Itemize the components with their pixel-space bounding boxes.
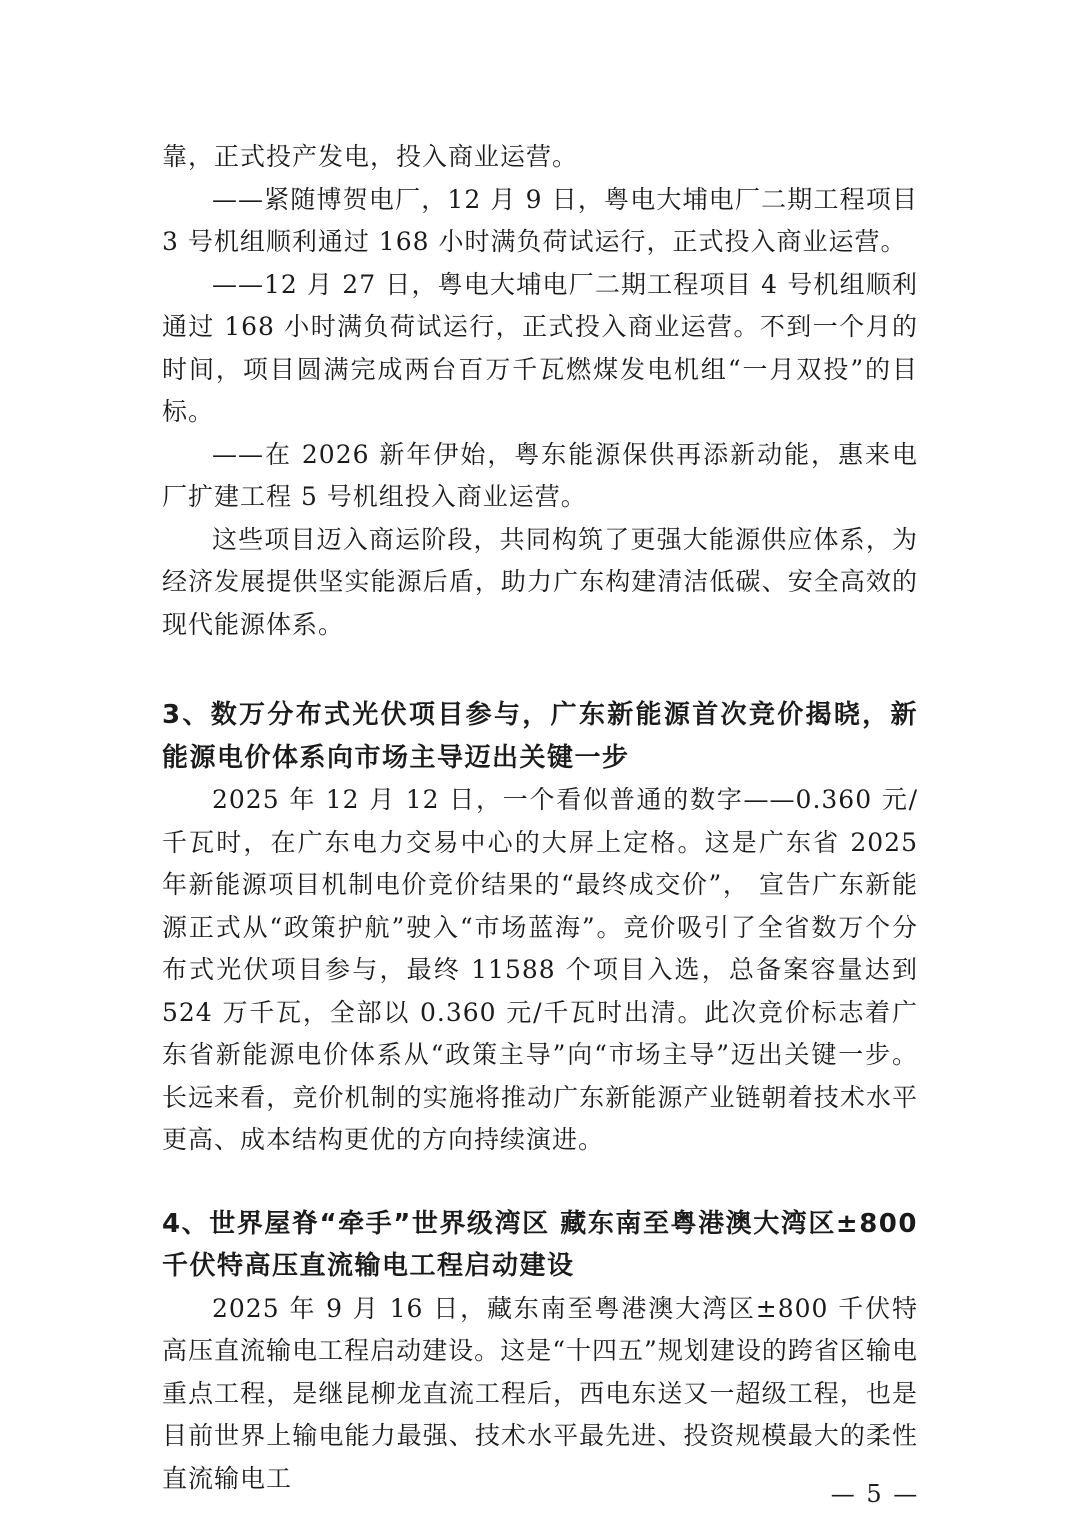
section-3-heading: 3、数万分布式光伏项目参与，广东新能源首次竞价揭晓，新能源电价体系向市场主导迈出关键一步 xyxy=(162,700,918,773)
paragraph-dapu-unit-4: ——12 月 27 日，粤电大埔电厂二期工程项目 4 号机组顺利通过 168 小时满负荷试运行，正式投入商业运营。不到一个月的时间，项目圆满完成两台百万千瓦燃煤发电机组“一月双投”的目标。 xyxy=(162,269,918,426)
paragraph-continuation: 靠，正式投产发电，投入商业运营。 xyxy=(162,142,579,171)
paragraph-huilai-unit-5: ——在 2026 新年伊始，粤东能源保供再添新动能，惠来电厂扩建工程 5 号机组投入商业运营。 xyxy=(162,439,918,511)
page-number: — 5 — xyxy=(830,1480,920,1508)
paragraph-summary: 这些项目迈入商运阶段，共同构筑了更强大能源供应体系，为经济发展提供坚实能源后盾，助力广东构建清洁低碳、安全高效的现代能源体系。 xyxy=(162,524,918,639)
section-4-heading: 4、世界屋脊“牵手”世界级湾区 藏东南至粤港澳大湾区±800 千伏特高压直流输电工程启动建设 xyxy=(162,1208,918,1281)
page-content xyxy=(162,136,918,1500)
section-4-body: 2025 年 9 月 16 日，藏东南至粤港澳大湾区±800 千伏特高压直流输电工程启动建设。这是“十四五”规划建设的跨省区输电重点工程，是继昆柳龙直流工程后，西电东送又一超级工程，也是目前世界上输电能力最强、技术水平最先进、投资规模最大的柔性直流输电工 xyxy=(162,1293,918,1493)
paragraph-dapu-unit-3: ——紧随博贺电厂，12 月 9 日，粤电大埔电厂二期工程项目 3 号机组顺利通过 168 小时满负荷试运行，正式投入商业运营。 xyxy=(162,184,918,256)
section-spacer xyxy=(162,1162,918,1203)
section-spacer xyxy=(162,646,918,694)
section-3-body: 2025 年 12 月 12 日，一个看似普通的数字——0.360 元/千瓦时，在广东电力交易中心的大屏上定格。这是广东省 2025 年新能源项目机制电价竞价结果的“最终成交价”， 宣告广东新能源正式从“政策护航”驶入“市场蓝海”。竞价吸引了全省数万个分布式光伏项目参与，最终 11588 个项目入选，总备案容量达到 524 万千瓦，全部以 0.360 元/千瓦时出清。此次竞价标志着广东省新能源电价体系从“政策主导”向“市场主导”迈出关键一步。长远来看，竞价机制的实施将推动广东新能源产业链朝着技术水平更高、成本结构更优的方向持续演进。 xyxy=(162,785,918,1154)
